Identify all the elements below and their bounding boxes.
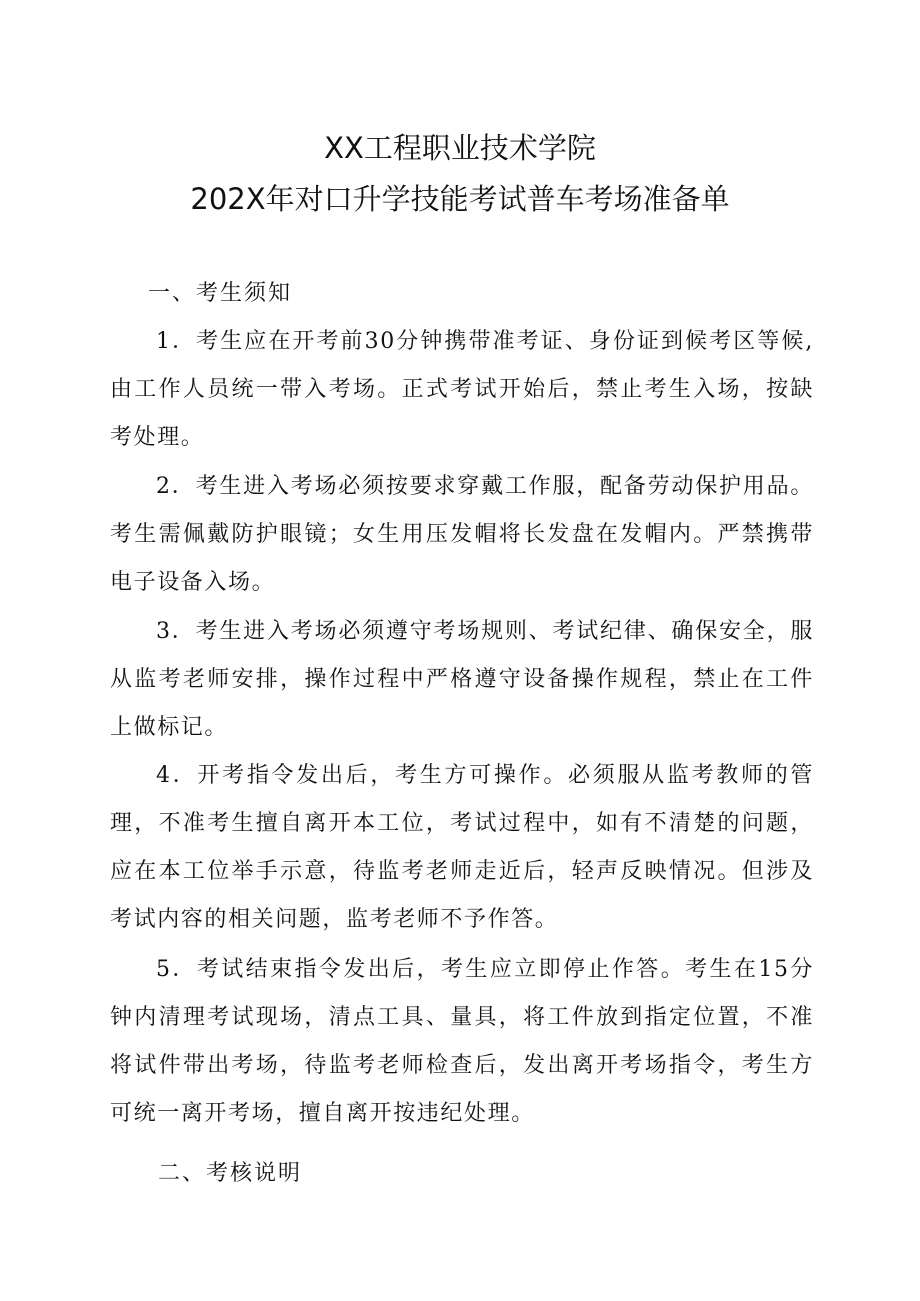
document-title: XX工程职业技术学院 bbox=[324, 131, 596, 165]
notice-paragraph-2: 2．考生进入考场必须按要求穿戴工作服，配备劳动保护用品。考生需佩戴防护眼镜；女生用压发帽将长发盘在发帽内。严禁携带电子设备入场。 bbox=[110, 474, 814, 595]
section-heading-candidate-notice: 一、考生须知 bbox=[148, 281, 293, 306]
notice-paragraph-1: 1．考生应在开考前30分钟携带准考证、身份证到候考区等候,由工作人员统一带入考场。正式考试开始后，禁止考生入场，按缺考处理。 bbox=[110, 329, 814, 450]
notice-paragraph-5: 5．考试结束指令发出后，考生应立即停止作答。考生在15分钟内清理考试现场，清点工具、量具，将工件放到指定位置，不准将试件带出考场，待监考老师检查后，发出离开考场指令，考生方可统一离开考场，擅自离开按违纪处理。 bbox=[110, 957, 814, 1126]
notice-paragraph-4: 4．开考指令发出后，考生方可操作。必须服从监考教师的管理，不准考生擅自离开本工位，考试过程中，如有不清楚的问题，应在本工位举手示意，待监考老师走近后，轻声反映情况。但涉及考试内容的相关问题，监考老师不予作答。 bbox=[110, 763, 814, 932]
document-subtitle: 202X年对口升学技能考试普车考场准备单 bbox=[190, 182, 730, 216]
notice-paragraph-3: 3．考生进入考场必须遵守考场规则、考试纪律、确保安全，服从监考老师安排，操作过程中严格遵守设备操作规程，禁止在工件上做标记。 bbox=[110, 619, 814, 740]
section-heading-assessment: 二、考核说明 bbox=[158, 1161, 303, 1186]
